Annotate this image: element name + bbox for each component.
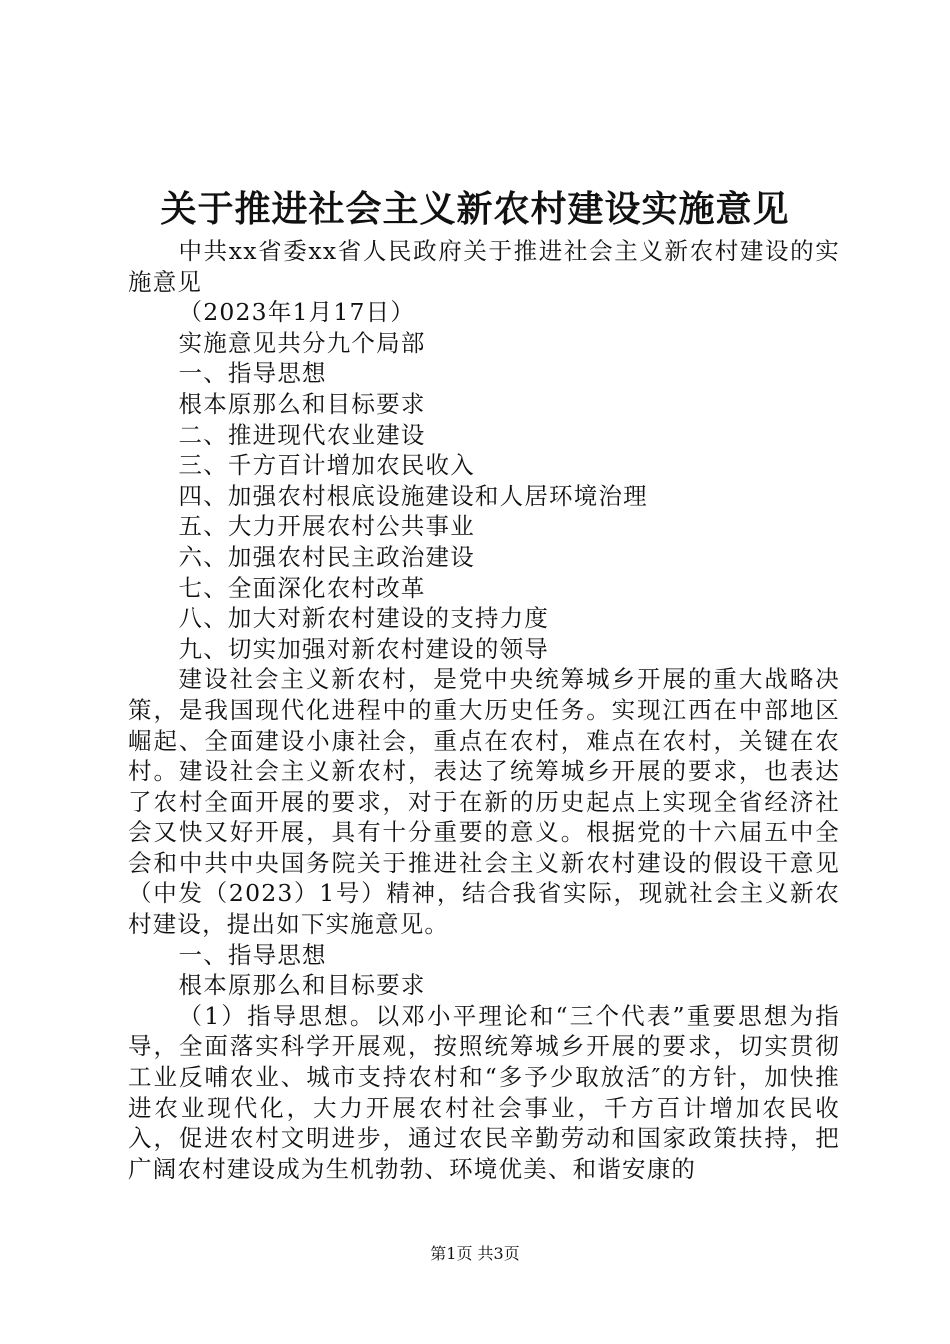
outline-item-3: 三、千方百计增加农民收入	[178, 451, 475, 480]
outline-item-1: 一、指导思想	[178, 359, 327, 388]
outline-item-1-sub: 根本原那么和目标要求	[178, 389, 426, 418]
document-title: 关于推进社会主义新农村建设实施意见	[160, 188, 790, 230]
outline-item-7: 七、全面深化农村改革	[178, 573, 426, 602]
outline-item-6: 六、加强农村民主政治建设	[178, 542, 475, 571]
outline-item-5: 五、大力开展农村公共事业	[178, 512, 475, 541]
section-heading-1-sub: 根本原那么和目标要求	[178, 971, 426, 1000]
paragraph-subtitle: 中共xx省委xx省人民政府关于推进社会主义新农村建设的实施意见	[128, 237, 840, 296]
section-heading-1: 一、指导思想	[178, 940, 327, 969]
paragraph-outline-intro: 实施意见共分九个局部	[178, 328, 426, 357]
paragraph-date: （2023年1月17日）	[178, 298, 416, 327]
paragraph-guiding-thought: （1）指导思想。以邓小平理论和“三个代表”重要思想为指导，全面落实科学开展观，按照统筹城乡开展的要求，切实贯彻工业反哺农业、城市支持农村和“多予少取放活″的方针，加快推进农业现代化，大力开展农村社会事业，千方百计增加农民收入，促进农村文明进步，通过农民辛勤劳动和国家政策扶持，把广阔农村建设成为生机勃勃、环境优美、和谐安康的	[128, 1001, 840, 1183]
outline-item-4: 四、加强农村根底设施建设和人居环境治理	[178, 481, 648, 510]
outline-item-2: 二、推进现代农业建设	[178, 420, 426, 449]
page-footer: 第1页 共3页	[430, 1244, 520, 1263]
paragraph-introduction: 建设社会主义新农村，是党中央统筹城乡开展的重大战略决策，是我国现代化进程中的重大历史任务。实现江西在中部地区崛起、全面建设小康社会，重点在农村，难点在农村，关键在农村。建设社会主义新农村，表达了统筹城乡开展的要求，也表达了农村全面开展的要求，对于在新的历史起点上实现全省经济社会又快又好开展，具有十分重要的意义。根据党的十六届五中全会和中共中央国务院关于推进社会主义新农村建设的假设干意见（中发（2023）1号）精神，结合我省实际，现就社会主义新农村建设，提出如下实施意见。	[128, 665, 840, 939]
outline-item-8: 八、加大对新农村建设的支持力度	[178, 604, 550, 633]
outline-item-9: 九、切实加强对新农村建设的领导	[178, 634, 550, 663]
document-body	[128, 236, 840, 1184]
